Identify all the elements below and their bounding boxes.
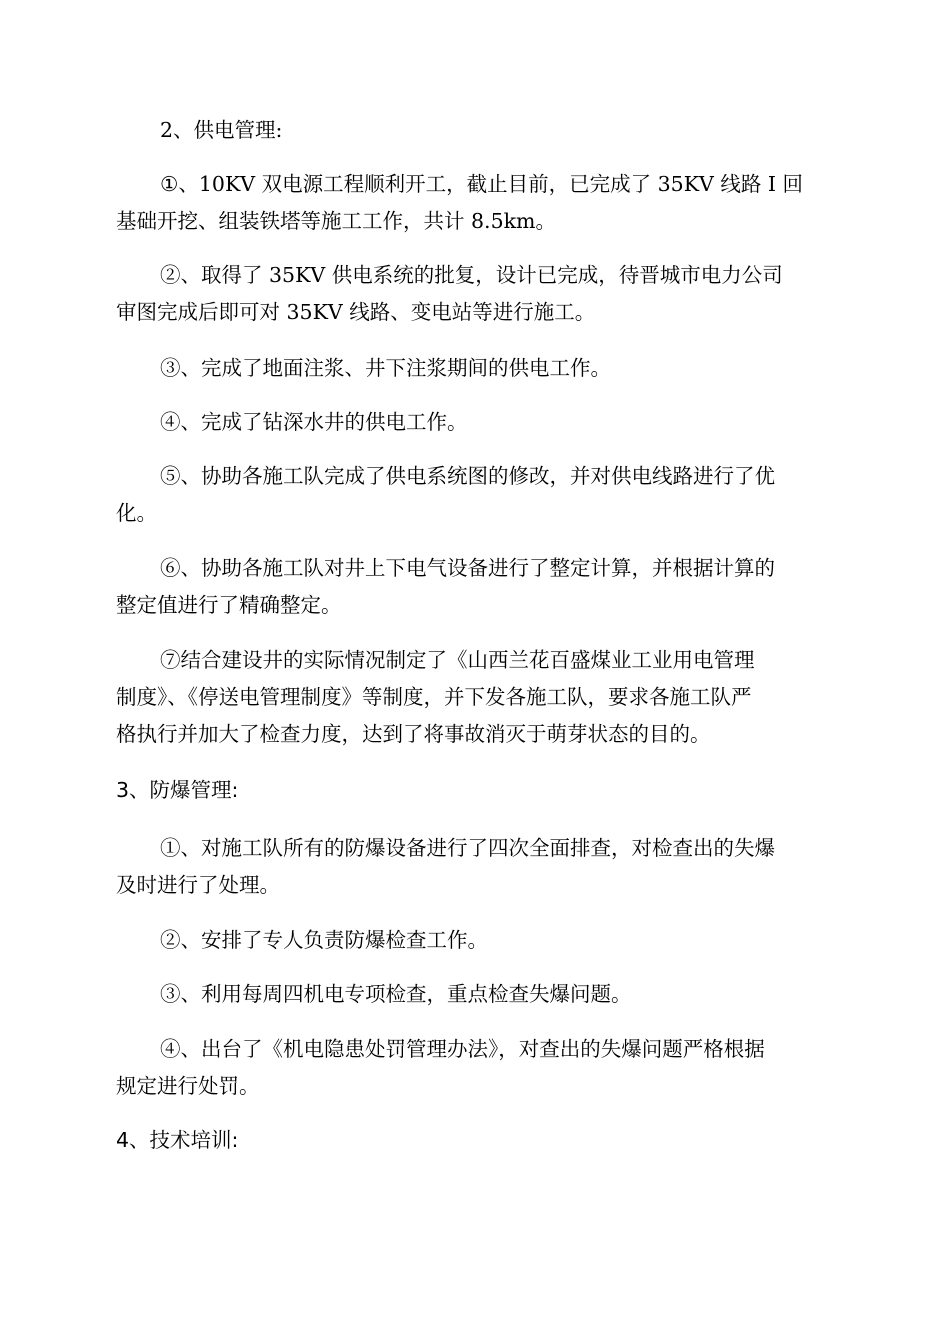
paragraph-line: ①、对施工队所有的防爆设备进行了四次全面排查，对检查出的失爆 (160, 836, 775, 860)
paragraph-line: ①、10KV 双电源工程顺利开工，截止目前，已完成了 35KV 线路 I 回 (160, 172, 803, 196)
power-item-2 (116, 257, 836, 331)
explosion-item-1 (116, 830, 836, 904)
explosion-item-2 (116, 922, 836, 959)
paragraph-line: ③、利用每周四机电专项检查，重点检查失爆问题。 (160, 982, 632, 1006)
paragraph-line: 化。 (116, 501, 157, 525)
paragraph-line: 基础开挖、组装铁塔等施工工作，共计 8.5km。 (116, 209, 556, 233)
paragraph-line: 制度》、《停送电管理制度》等制度，并下发各施工队，要求各施工队严 (116, 685, 752, 709)
power-item-1 (116, 166, 836, 240)
section-heading-power-supply (116, 112, 880, 149)
paragraph-line: ③、完成了地面注浆、井下注浆期间的供电工作。 (160, 356, 611, 380)
paragraph-line: ⑤、协助各施工队完成了供电系统图的修改，并对供电线路进行了优 (160, 464, 775, 488)
power-item-7 (116, 642, 836, 753)
heading-text: 3、防爆管理: (116, 778, 239, 802)
paragraph-line: ⑦结合建设井的实际情况制定了《山西兰花百盛煤业工业用电管理 (160, 648, 755, 672)
paragraph-line: ②、取得了 35KV 供电系统的批复，设计已完成，待晋城市电力公司 (160, 263, 783, 287)
paragraph-line: ④、完成了钻深水井的供电工作。 (160, 410, 468, 434)
paragraph-line: 审图完成后即可对 35KV 线路、变电站等进行施工。 (116, 300, 596, 324)
paragraph-line: ④、出台了《机电隐患处罚管理办法》，对查出的失爆问题严格根据 (160, 1037, 765, 1061)
paragraph-line: ⑥、协助各施工队对井上下电气设备进行了整定计算，并根据计算的 (160, 556, 775, 580)
explosion-item-4 (116, 1031, 836, 1105)
paragraph-line: 规定进行处罚。 (116, 1074, 260, 1098)
paragraph-line: ②、安排了专人负责防爆检查工作。 (160, 928, 488, 952)
heading-text: 4、技术培训: (116, 1128, 239, 1152)
heading-text: 2、供电管理: (160, 118, 283, 142)
power-item-6 (116, 550, 836, 624)
power-item-3 (116, 350, 836, 387)
section-heading-explosion-proof (116, 772, 836, 809)
paragraph-line: 及时进行了处理。 (116, 873, 280, 897)
paragraph-line: 格执行并加大了检查力度，达到了将事故消灭于萌芽状态的目的。 (116, 722, 711, 746)
paragraph-line: 整定值进行了精确整定。 (116, 593, 342, 617)
power-item-5 (116, 458, 836, 532)
power-item-4 (116, 404, 836, 441)
explosion-item-3 (116, 976, 836, 1013)
section-heading-training (116, 1122, 836, 1159)
